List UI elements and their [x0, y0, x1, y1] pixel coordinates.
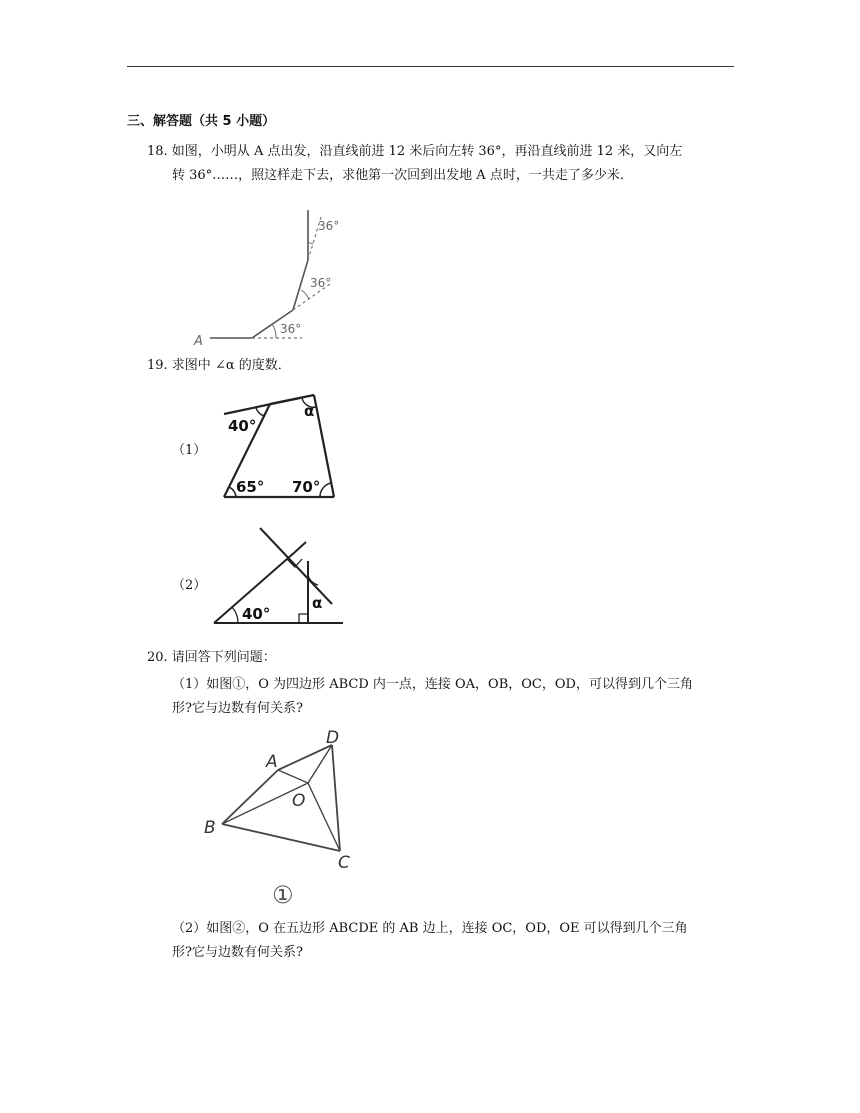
q20-segment-oa: [278, 770, 308, 783]
q20-point-b: B: [204, 818, 216, 838]
q19-fig2-arc-40: [232, 607, 238, 623]
q18-angle-arc-1: [272, 324, 276, 338]
section-title: 三、解答题（共 5 小题）: [127, 114, 276, 129]
q20-part1-line1: （1）如图①，O 为四边形 ABCD 内一点，连接 OA，OB，OC，OD，可以得到几个三角: [172, 677, 693, 692]
q19-fig1-arc-40: [256, 408, 264, 416]
q20-point-c: C: [338, 853, 350, 873]
q20-point-a: A: [266, 752, 278, 772]
q20-side-bc: [222, 824, 340, 851]
q18-angle-arc-2: [301, 290, 309, 299]
q19-fig1-label-40: 40°: [228, 417, 257, 435]
q19-fig2-arc-alpha: [308, 575, 318, 585]
q20-figure-caption: ①: [272, 881, 294, 909]
q19-part2-label: （2）: [172, 578, 207, 593]
q19-part1-label: （1）: [172, 443, 207, 458]
q19-fig2-hyp-extension: [295, 542, 306, 552]
q19-fig2-label-40: 40°: [242, 605, 271, 623]
q18-point-a: A: [194, 334, 203, 349]
q20-point-o: O: [292, 791, 306, 811]
q20-stem: 20. 请回答下列问题：: [147, 650, 276, 665]
q19-figure-1: [220, 390, 345, 505]
q19-fig1-arc-70: [320, 483, 331, 497]
q18-angle-label-1: 36°: [280, 322, 302, 336]
q18-figure: [190, 200, 360, 350]
q20-point-d: D: [326, 728, 340, 748]
q18-angle-label-2: 36°: [310, 276, 332, 290]
q18-text-line2: 转 36°……，照这样走下去，求他第一次回到出发地 A 点时，一共走了多少米．: [172, 168, 633, 183]
q18-text-line1: 18. 如图，小明从 A 点出发，沿直线前进 12 米后向左转 36°，再沿直线前进 12 米，又向左: [147, 144, 683, 159]
q18-angle-label-3: 36°: [318, 219, 340, 233]
q20-part1-line2: 形?它与边数有何关系?: [172, 701, 303, 716]
q19-figure-2: [210, 525, 350, 630]
q18-path-seg3: [293, 260, 308, 310]
q19-fig2-label-alpha: α: [312, 594, 323, 612]
q19-fig1-label-alpha: α: [304, 402, 315, 420]
q20-side-ab: [222, 770, 278, 824]
q20-part2-line2: 形?它与边数有何关系?: [172, 945, 303, 960]
q19-fig1-label-70: 70°: [292, 478, 321, 496]
q19-fig1-label-65: 65°: [236, 478, 265, 496]
q19-stem: 19. 求图中 ∠α 的度数．: [147, 358, 291, 373]
header-rule: [127, 66, 734, 67]
q19-fig1-arc-65: [229, 487, 236, 497]
q20-figure-1: [200, 723, 370, 913]
q19-fig2-right-angle-bottom: [299, 614, 308, 623]
q20-part2-line1: （2）如图②，O 在五边形 ABCDE 的 AB 边上，连接 OC，OD，OE 可以得到几个三角: [172, 921, 688, 936]
